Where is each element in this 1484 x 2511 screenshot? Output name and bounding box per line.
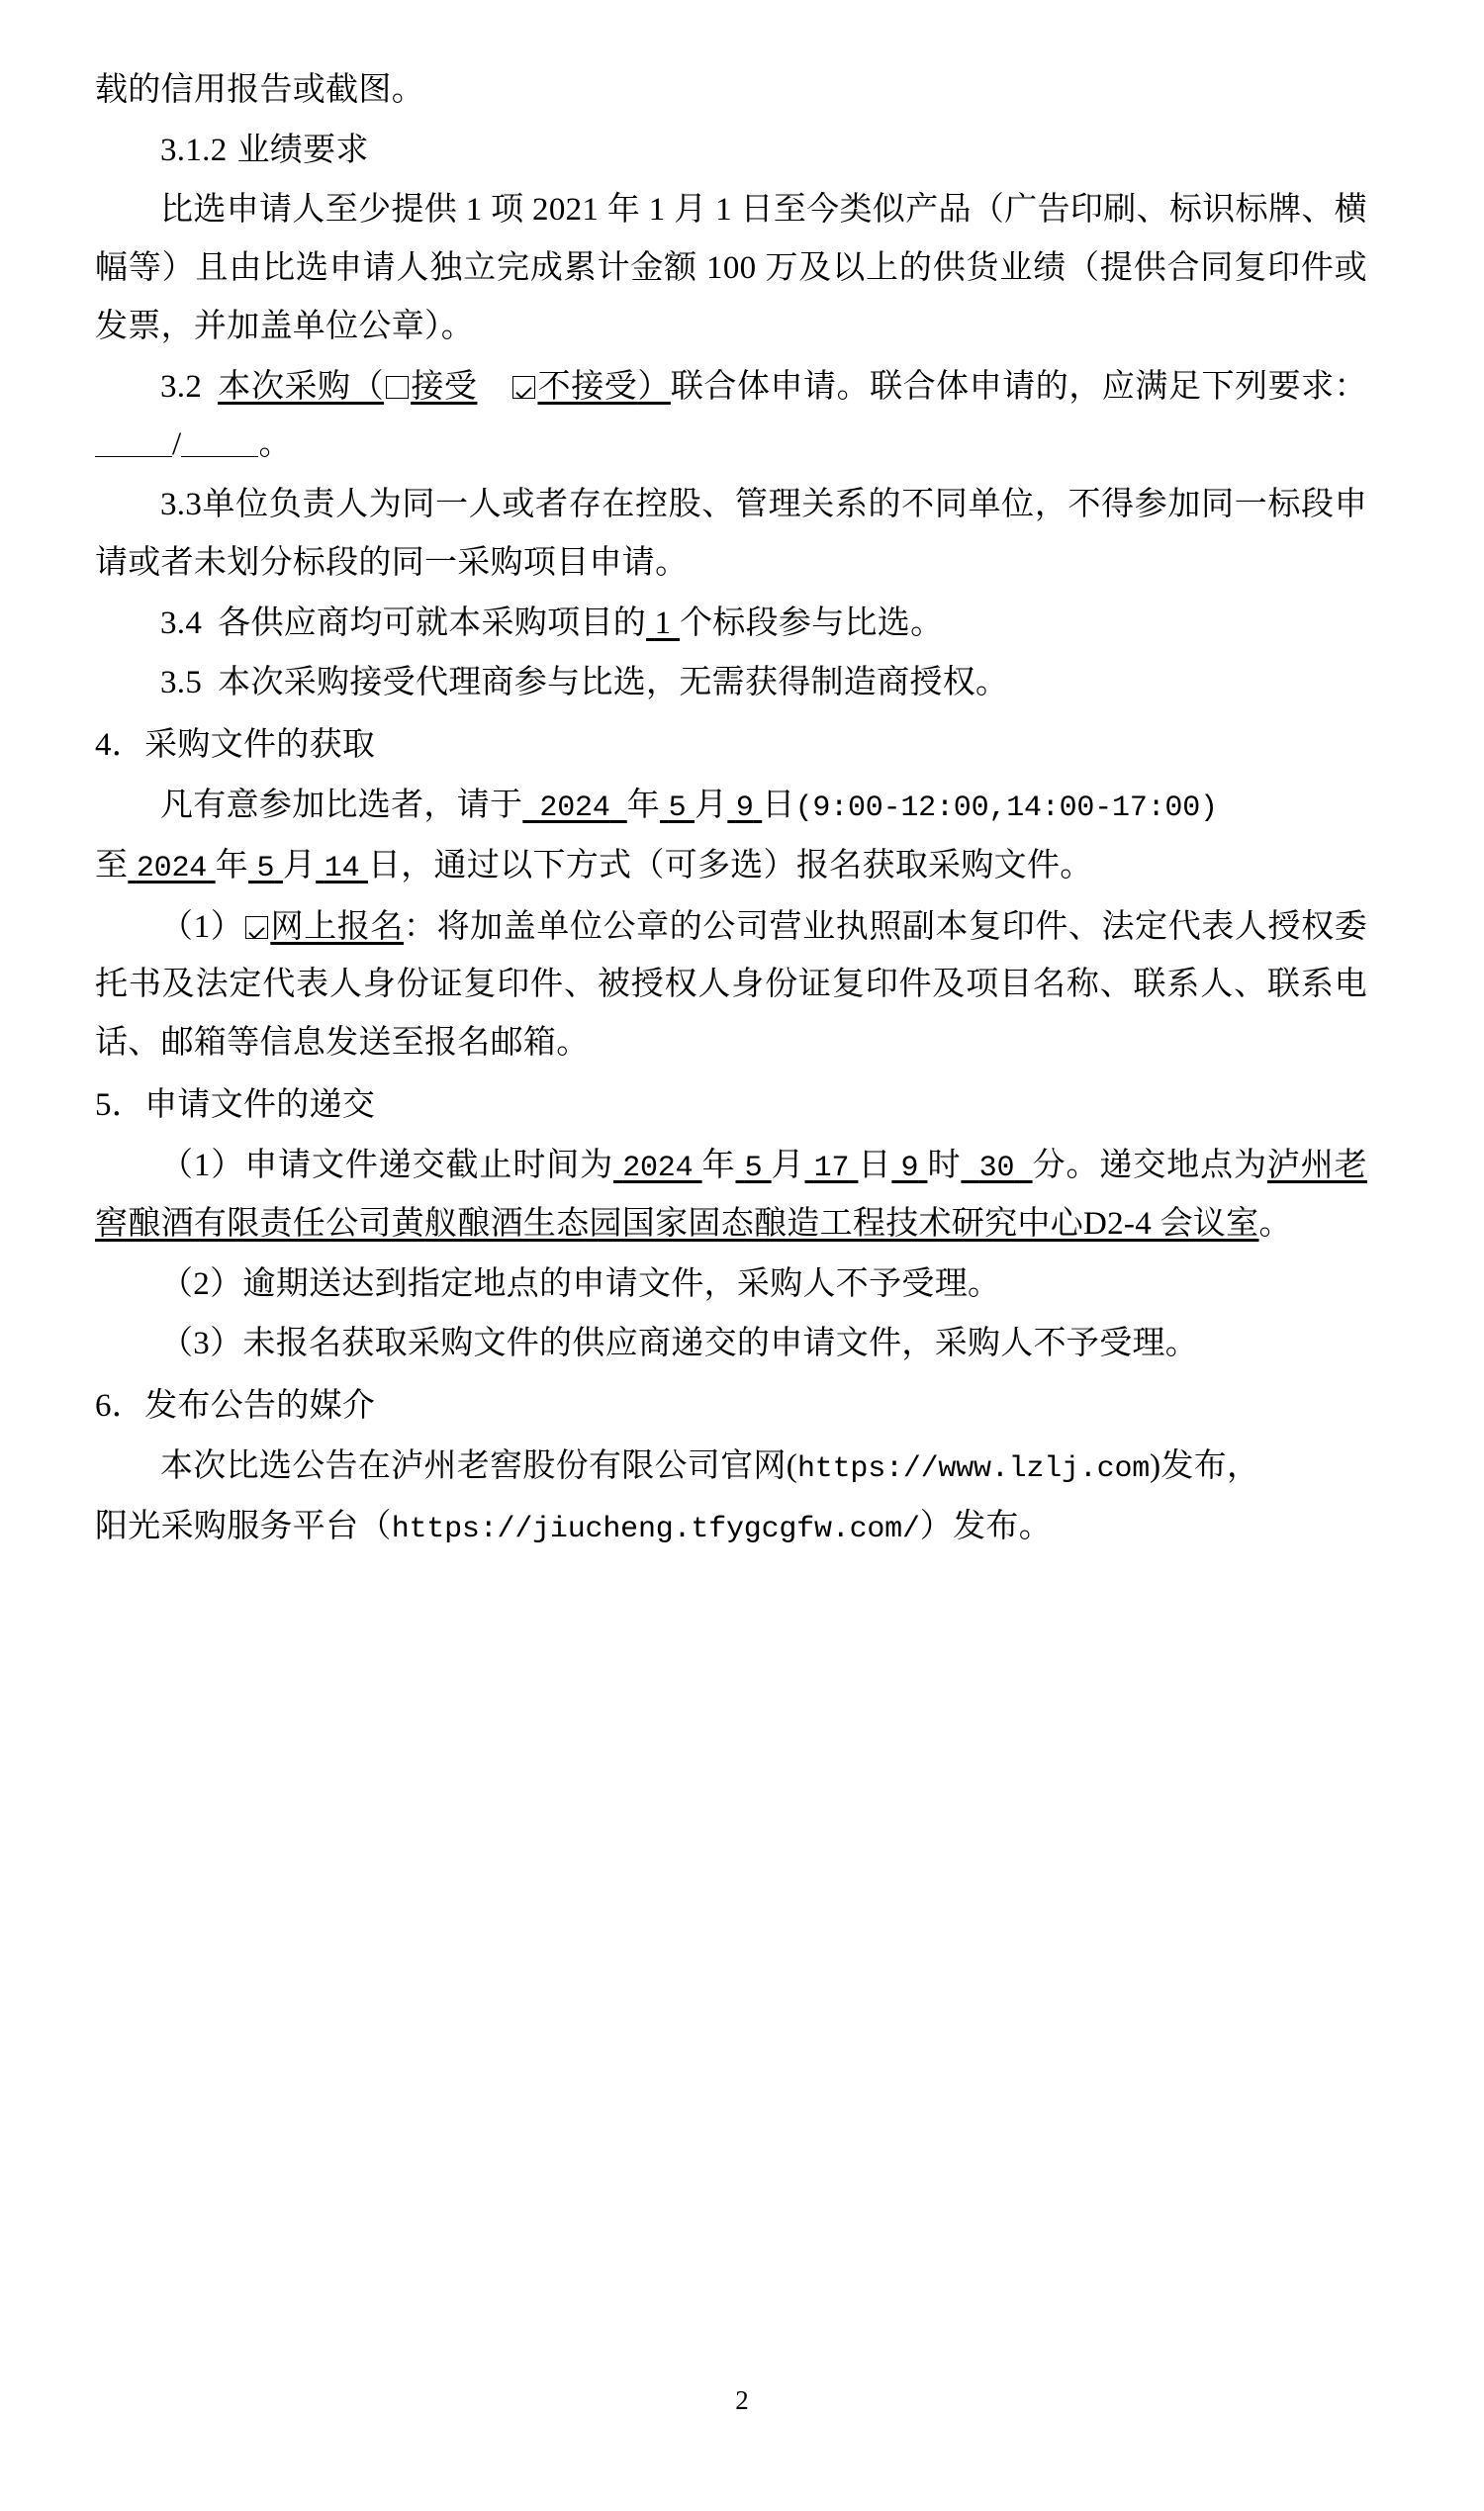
section-4-heading <box>95 716 1367 775</box>
clause-3-5-number: 3.5 <box>160 665 203 701</box>
section-6-line1-post: )发布， <box>1150 1447 1260 1484</box>
section-4-title: 采购文件的获取 <box>144 727 376 764</box>
clause-3-2-blank-2[interactable] <box>181 456 258 457</box>
unit-year-1: 年 <box>626 787 661 823</box>
section-5-item-1 <box>95 1137 1367 1254</box>
section-5-item1-end: 。 <box>1258 1205 1292 1242</box>
section-4-line1-pre: 凡有意参加比选者，请于 <box>160 787 523 823</box>
section-5-item1-pre: 申请文件递交截止时间为 <box>244 1147 614 1183</box>
official-website-url[interactable]: https://www.lzlj.com <box>797 1451 1151 1486</box>
clause-3-4-number: 3.4 <box>160 604 203 641</box>
clause-3-2: 3.2 本次采购（ 接受 不接受）联合体申请。联合体申请的，应满足下列要求：/ 。 <box>95 358 1367 474</box>
clause-3-2-number: 3.2 <box>160 368 203 405</box>
clause-3-1-2-title: 业绩要求 <box>236 132 369 168</box>
submit-unit-year: 年 <box>701 1147 736 1183</box>
acquire-end-year[interactable]: 2024 <box>136 852 208 886</box>
clause-3-4-text-before: 各供应商均可就本采购项目的 <box>218 604 647 641</box>
checkbox-accept[interactable] <box>386 376 409 399</box>
section-6-line2-pre: 阳光采购服务平台（ <box>95 1509 392 1545</box>
acquire-start-month[interactable]: 5 <box>668 790 687 825</box>
unit-month-2: 月 <box>282 848 317 884</box>
submit-unit-month: 月 <box>771 1147 805 1183</box>
clause-3-2-accept-label: 接受 <box>411 368 478 405</box>
section-6-title: 发布公告的媒介 <box>144 1388 376 1425</box>
section-5-item1-label: （1） <box>160 1147 245 1183</box>
clause-3-2-text-after: 联合体申请。联合体申请的，应满足下列要求： <box>670 368 1367 405</box>
section-6-line-2 <box>95 1498 1367 1556</box>
submit-year[interactable]: 2024 <box>622 1151 694 1185</box>
section-5-heading <box>95 1076 1367 1135</box>
section-4-item1-option: 网上报名 <box>270 908 404 945</box>
section-5-item2-text: 逾期送达到指定地点的申请文件，采购人不予受理。 <box>242 1265 1001 1302</box>
clause-3-2-blank-1[interactable] <box>95 456 172 457</box>
unit-year-2: 年 <box>215 848 248 884</box>
submit-unit-day: 日 <box>858 1147 892 1183</box>
unit-month-1: 月 <box>695 787 728 823</box>
section-6-line2-post: ）发布。 <box>919 1509 1052 1545</box>
section-4-item-1 <box>95 898 1367 1072</box>
clause-3-1-2-text: 比选申请人至少提供 1 项 2021 年 1 月 1 日至今类似产品（广告印刷、标识标牌、横幅等）且由比选申请人独立完成累计金额 100 万及以上的供货业绩（提供合同复印件或发票，并加盖单位公章）。 <box>95 192 1367 344</box>
section-4-line2-pre: 至 <box>95 848 129 884</box>
clause-3-5 <box>95 654 1367 712</box>
unit-day-1: 日 <box>762 787 795 823</box>
section-6-heading <box>95 1377 1367 1436</box>
submit-location[interactable]: 泸州老窖酿酒有限责任公司黄舣酿酒生态园国家固态酿造工程技术研究中心D2-4 会议室 <box>95 1147 1367 1242</box>
clause-3-3-text: 单位负责人为同一人或者存在控股、管理关系的不同单位，不得参加同一标段申请或者未划分标段的同一采购项目申请。 <box>95 487 1367 581</box>
clause-3-3-number: 3.3 <box>160 487 203 523</box>
submit-day[interactable]: 17 <box>813 1151 850 1185</box>
section-5-number: 5． <box>95 1086 145 1123</box>
clause-3-2-reject-label: 不接受 <box>537 368 638 405</box>
section-6-line1-pre: 本次比选公告在泸州老窖股份有限公司官网( <box>160 1447 797 1484</box>
acquire-time-range: (9:00-12:00,14:00-17:00) <box>794 790 1218 825</box>
section-5-item3-text: 未报名获取采购文件的供应商递交的申请文件，采购人不予受理。 <box>242 1326 1199 1362</box>
section-4-line-1 <box>95 777 1367 835</box>
submit-unit-minute: 分 <box>1032 1147 1067 1183</box>
continued-line: 载的信用报告或截图。 <box>95 72 424 108</box>
clause-3-4-text-after: 个标段参与比选。 <box>680 604 944 641</box>
clause-3-2-options: （ 接受 不接受） <box>350 368 671 405</box>
clause-3-3 <box>95 476 1367 592</box>
clause-3-1-2-number: 3.1.2 <box>160 132 228 168</box>
checkbox-reject[interactable] <box>512 376 535 399</box>
section-6-number: 6． <box>95 1388 145 1425</box>
section-4-number: 4． <box>95 727 145 764</box>
section-5-title: 申请文件的递交 <box>144 1086 376 1123</box>
document-body <box>95 61 1367 1557</box>
section-5-item-2 <box>95 1256 1367 1314</box>
clause-3-1-2-heading <box>95 122 1367 180</box>
section-5-item-3 <box>95 1315 1367 1373</box>
section-4-line2-post: 日，通过以下方式（可多选）报名获取采购文件。 <box>367 848 1093 884</box>
clause-3-5-text: 本次采购接受代理商参与比选，无需获得制造商授权。 <box>218 665 1009 701</box>
acquire-end-day[interactable]: 14 <box>324 852 360 886</box>
clause-3-4 <box>95 595 1367 653</box>
acquire-end-month[interactable]: 5 <box>256 852 275 886</box>
section-4-item1-text: ：将加盖单位公章的公司营业执照副本复印件、法定代表人授权委托书及法定代表人身份证复印件、被授权人身份证复印件及项目名称、联系人、联系电话、邮箱等信息发送至报名邮箱。 <box>95 908 1367 1062</box>
submit-hour[interactable]: 9 <box>900 1151 919 1185</box>
page-number: 2 <box>735 2385 749 2415</box>
clause-3-2-text-before: 本次采购 <box>218 368 351 405</box>
section-4-line-2 <box>95 837 1367 895</box>
acquire-start-year[interactable]: 2024 <box>539 790 610 825</box>
checkbox-online-registration[interactable] <box>245 916 268 939</box>
clause-3-4-lot-count[interactable]: 1 <box>654 604 672 641</box>
clause-3-2-end: 。 <box>258 426 292 463</box>
submit-unit-hour: 时 <box>927 1147 962 1183</box>
acquire-start-day[interactable]: 9 <box>735 790 754 825</box>
procurement-platform-url[interactable]: https://jiucheng.tfygcgfw.com/ <box>391 1513 920 1547</box>
submit-minute[interactable]: 30 <box>978 1151 1015 1185</box>
section-4-item1-label: （1） <box>160 908 244 945</box>
section-5-item3-label: （3） <box>160 1326 243 1362</box>
section-6-line-1 <box>95 1438 1367 1496</box>
submit-month[interactable]: 5 <box>744 1151 763 1185</box>
section-5-item1-mid: 。递交地点为 <box>1066 1147 1267 1183</box>
section-5-item2-label: （2） <box>160 1265 243 1302</box>
